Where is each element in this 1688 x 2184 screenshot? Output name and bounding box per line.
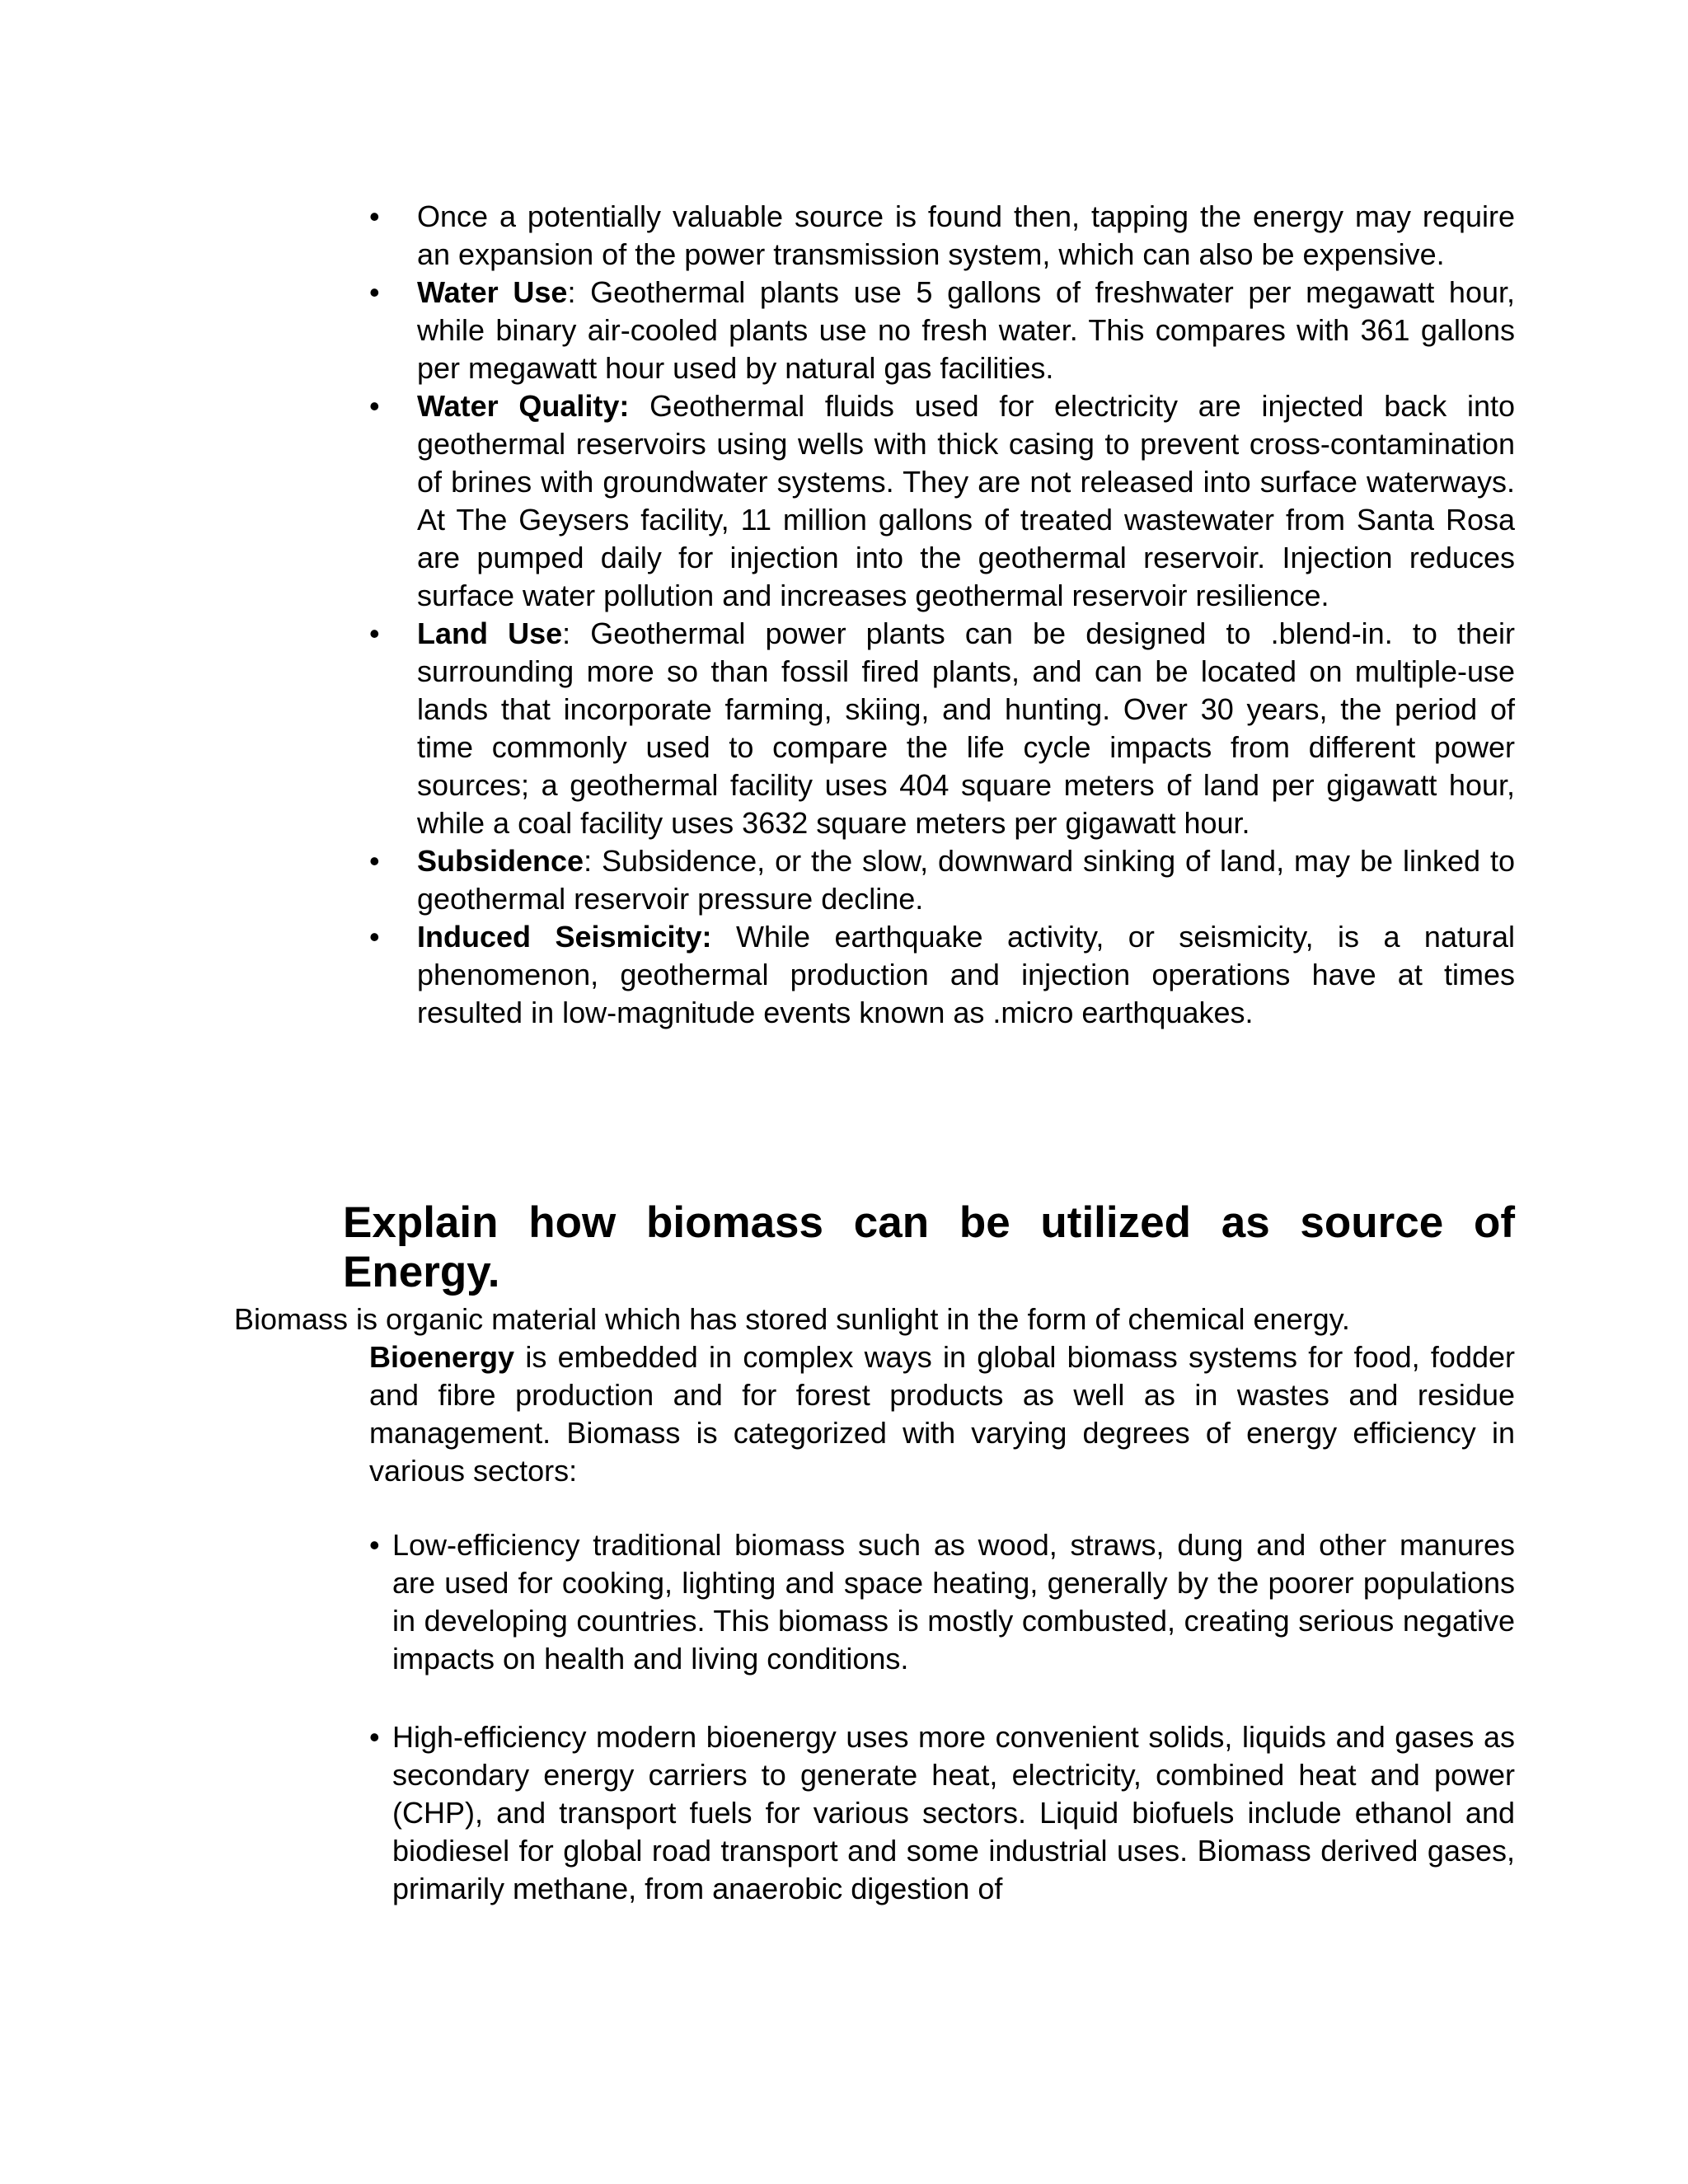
item-text: : Geothermal plants use 5 gallons of freshwater per megawatt hour, while binary air-cooled plants use no fresh water. This compares with 361 gallons per megawatt hour used by natural gas facilities. xyxy=(417,275,1515,385)
bullet-icon: • xyxy=(369,920,380,954)
item-term: Water Use xyxy=(417,275,568,309)
geothermal-impacts-list xyxy=(369,198,1515,1032)
list-item xyxy=(369,1718,1515,1908)
section-heading: Explain how biomass can be utilized as source of Energy. xyxy=(343,1198,1515,1296)
item-text: : Geothermal power plants can be designed to .blend-in. to their surrounding more so than fossil fired plants, and can be located on multiple-use lands that incorporate farming, skiing, and hunting. Over 30 years, the period of time commonly used to compare the life cycle impacts from different power sources; a geothermal facility uses 404 square meters of land per gigawatt hour, while a coal facility uses 3632 square meters per gigawatt hour. xyxy=(417,616,1516,840)
intro-text: is embedded in complex ways in global biomass systems for food, fodder and fibre production and for forest products as well as in wastes and residue management. Biomass is categorized with varying degrees of energy efficiency in various sectors: xyxy=(369,1340,1515,1488)
item-term: Subsidence xyxy=(417,844,584,878)
bullet-icon: • xyxy=(369,1720,380,1754)
bullet-icon: • xyxy=(369,199,380,233)
list-item xyxy=(369,842,1515,918)
list-item xyxy=(369,274,1515,387)
item-term: Induced Seismicity: xyxy=(417,920,712,954)
intro-paragraph xyxy=(369,1338,1515,1490)
item-text: : Subsidence, or the slow, downward sinking of land, may be linked to geothermal reservoir pressure decline. xyxy=(417,844,1515,916)
item-term: Land Use xyxy=(417,616,563,650)
item-text: While earthquake activity, or seismicity, is a natural phenomenon, geothermal production and injection operations have at times resulted in low-magnitude events known as .micro earthquakes. xyxy=(417,920,1515,1029)
biomass-list-low xyxy=(369,1526,1515,1678)
bullet-icon: • xyxy=(369,389,380,423)
list-item xyxy=(369,615,1515,842)
bullet-icon: • xyxy=(369,275,380,309)
item-term: Water Quality: xyxy=(417,389,630,423)
list-item xyxy=(369,387,1515,615)
list-item xyxy=(369,918,1515,1032)
item-text: Once a potentially valuable source is found then, tapping the energy may require an expansion of the power transmission system, which can also be expensive. xyxy=(417,199,1515,271)
item-text: High-efficiency modern bioenergy uses more convenient solids, liquids and gases as secondary energy carriers to generate heat, electricity, combined heat and power (CHP), and transport fuels for various sectors. Liquid biofuels include ethanol and biodiesel for global road transport and some industrial uses. Biomass derived gases, primarily methane, from anaerobic digestion of xyxy=(392,1720,1515,1905)
bullet-icon: • xyxy=(369,844,380,878)
list-item xyxy=(369,1526,1515,1678)
item-text: Geothermal fluids used for electricity are injected back into geothermal reservoirs using wells with thick casing to prevent cross-contamination of brines with groundwater systems. They are not released into surface waterways. At The Geysers facility, 11 million gallons of treated wastewater from Santa Rosa are pumped daily for injection into the geothermal reservoir. Injection reduces surface water pollution and increases geothermal reservoir resilience. xyxy=(417,389,1516,612)
biomass-list-high xyxy=(369,1718,1515,1908)
list-item xyxy=(369,198,1515,274)
bullet-icon: • xyxy=(369,616,380,650)
item-text: Low-efficiency traditional biomass such as wood, straws, dung and other manures are used for cooking, lighting and space heating, generally by the poorer populations in developing countries. This biomass is mostly combusted, creating serious negative impacts on health and living conditions. xyxy=(392,1528,1515,1675)
bioenergy-term: Bioenergy xyxy=(369,1340,515,1374)
intro-first-line: Biomass is organic material which has stored sunlight in the form of chemical energy. xyxy=(234,1302,1350,1336)
bullet-icon: • xyxy=(369,1528,380,1562)
